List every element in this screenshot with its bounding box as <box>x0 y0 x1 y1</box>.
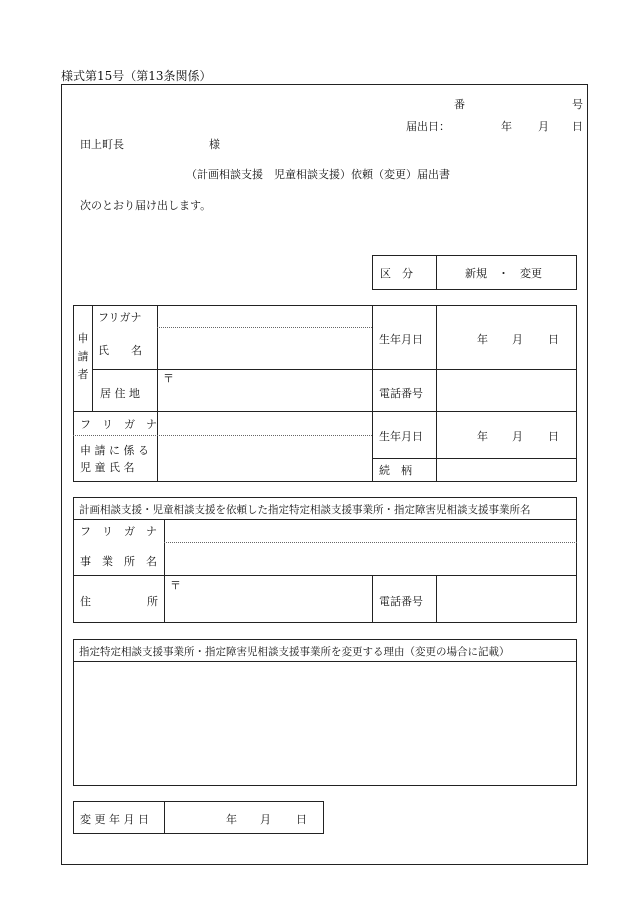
applicant-phone-label: 電話番号 <box>379 387 423 400</box>
child-birthdate-label: 生年月日 <box>379 430 423 443</box>
child-birth-month: 月 <box>512 430 523 443</box>
date-month: 月 <box>538 120 549 133</box>
date-day: 日 <box>572 120 583 133</box>
applicant-birth-year: 年 <box>477 333 488 346</box>
intro-text: 次のとおり届け出します。 <box>80 199 212 212</box>
change-date-day: 日 <box>296 813 307 826</box>
office-address-label: 住 所 <box>80 595 158 608</box>
office-phone-label: 電話番号 <box>379 595 423 608</box>
change-date-month: 月 <box>260 813 271 826</box>
classification-label: 区 分 <box>380 267 413 280</box>
child-furigana-label: フ リ ガ ナ <box>80 418 157 431</box>
applicant-address-label: 居 住 地 <box>100 387 140 400</box>
child-birth-year: 年 <box>477 430 488 443</box>
addressee-name: 田上町長 <box>80 138 124 151</box>
number-go: 号 <box>572 98 583 111</box>
applicant-birth-day: 日 <box>548 333 559 346</box>
addressee-honorific: 様 <box>209 138 220 151</box>
applicant-birthdate-label: 生年月日 <box>379 333 423 346</box>
office-name-label: 事 業 所 名 <box>80 555 157 568</box>
date-label: 届出日： <box>406 120 450 133</box>
applicant-name-label: 氏 名 <box>98 344 142 357</box>
document-title: （計画相談支援 児童相談支援）依頼（変更）届出書 <box>186 168 450 181</box>
reason-heading: 指定特定相談支援事業所・指定障害児相談支援事業所を変更する理由（変更の場合に記載） <box>79 646 510 658</box>
child-birth-day: 日 <box>548 430 559 443</box>
office-heading: 計画相談支援・児童相談支援を依頼した指定特定相談支援事業所・指定障害児相談支援事業所名 <box>79 504 531 516</box>
date-year: 年 <box>501 120 512 133</box>
child-relationship-label: 続 柄 <box>379 464 412 477</box>
form-label: 様式第15号（第13条関係） <box>61 69 212 83</box>
number-ban: 番 <box>454 98 465 111</box>
applicant-postal-mark: 〒 <box>163 372 174 385</box>
change-date-label: 変 更 年 月 日 <box>80 813 149 826</box>
applicant-group-label: 申 請 者 <box>77 332 89 381</box>
applicant-furigana-label: フリガナ <box>98 311 142 324</box>
change-date-year: 年 <box>226 813 237 826</box>
office-furigana-label: フ リ ガ ナ <box>80 525 157 538</box>
child-name-label-2: 児 童 氏 名 <box>80 461 135 474</box>
child-name-label-1: 申 請 に 係 る <box>80 444 149 457</box>
classification-options[interactable]: 新規 ・ 変更 <box>465 267 542 280</box>
reason-input-area[interactable] <box>74 662 576 785</box>
office-postal-mark: 〒 <box>170 579 181 592</box>
applicant-birth-month: 月 <box>512 333 523 346</box>
